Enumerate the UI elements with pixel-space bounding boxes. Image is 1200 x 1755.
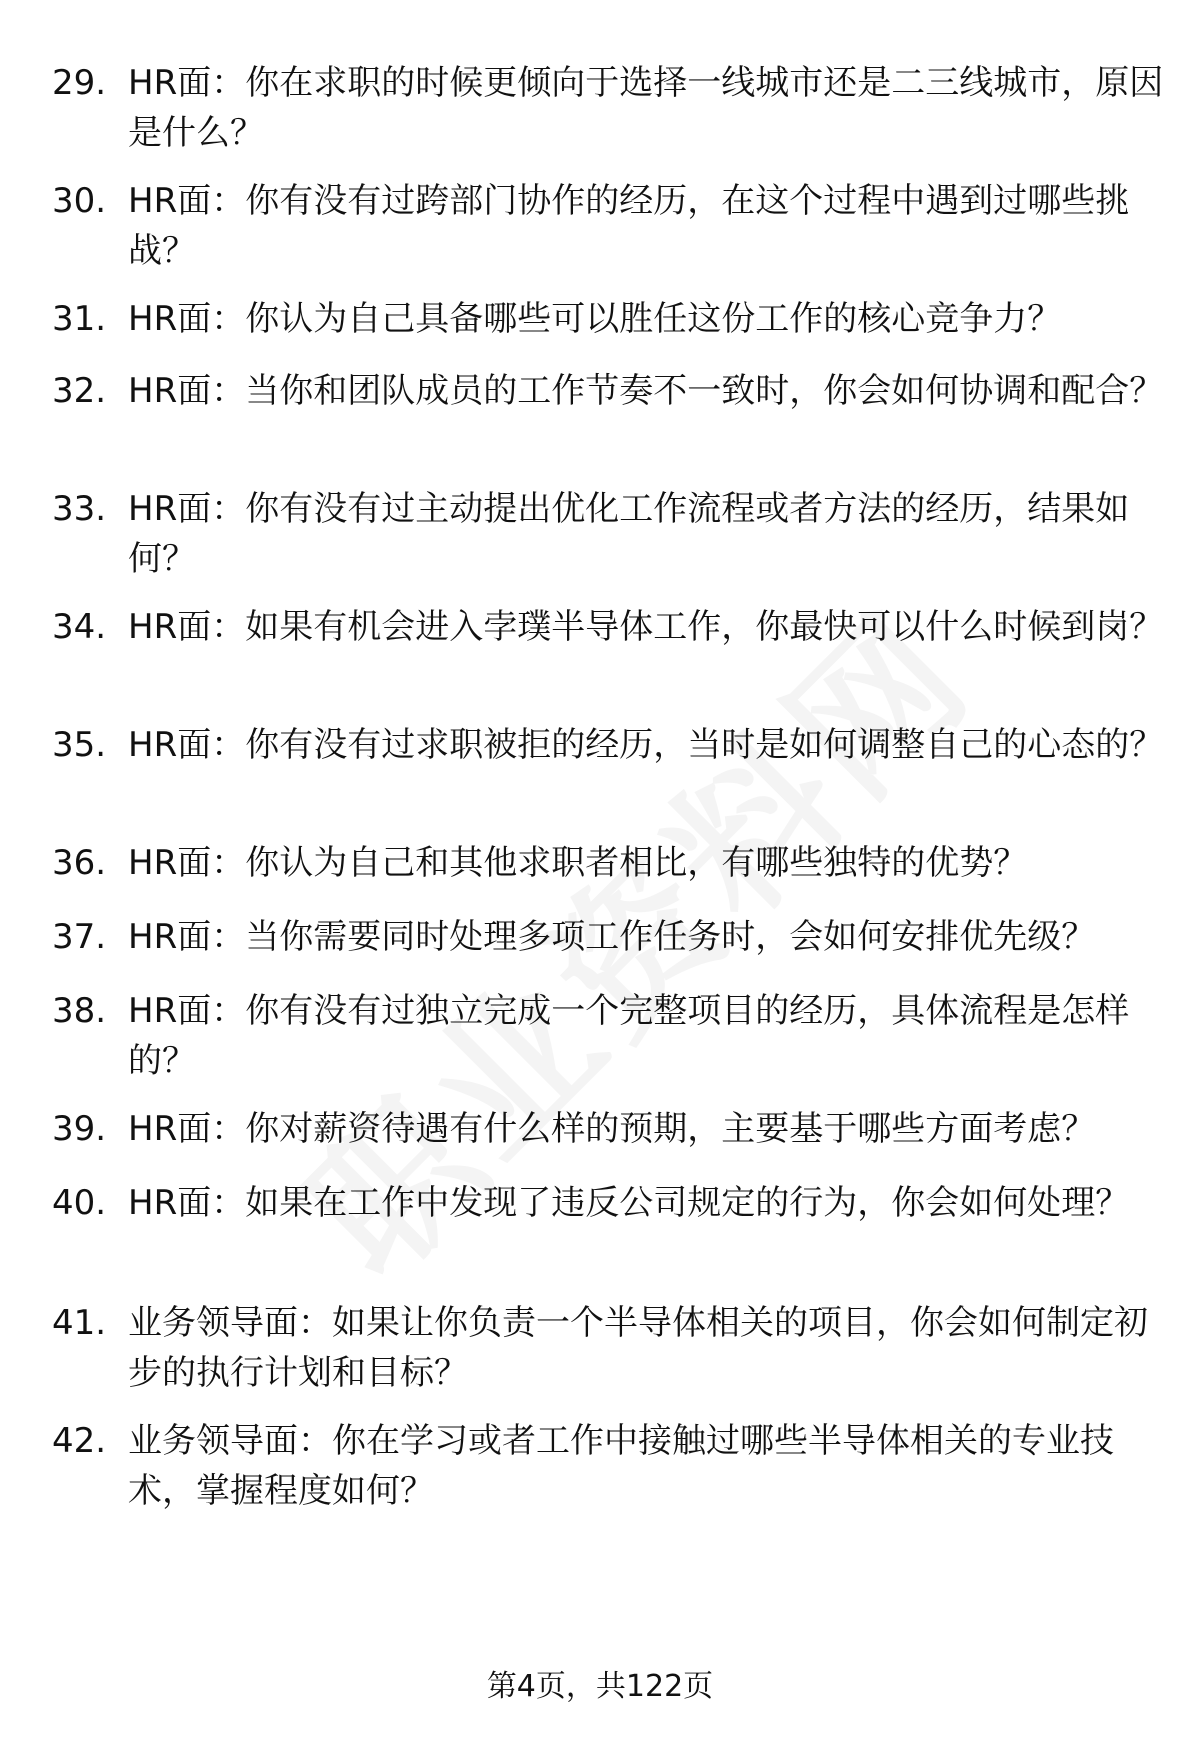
- question-number: 35.: [52, 725, 107, 765]
- question-number: 31.: [52, 299, 107, 339]
- question-number: 30.: [52, 181, 107, 221]
- page-footer: 第4页，共122页: [486, 1669, 714, 1704]
- question-text: HR面：如果在工作中发现了违反公司规定的行为，你会如何处理？: [128, 1183, 1130, 1223]
- question-number: 39.: [52, 1109, 107, 1149]
- question-text: HR面：你有没有过跨部门协作的经历，在这个过程中遇到过哪些挑战？: [128, 181, 1130, 271]
- question-text: HR面：你认为自己和其他求职者相比，有哪些独特的优势？: [128, 843, 1028, 883]
- question-number: 41.: [52, 1303, 107, 1343]
- question-text: 业务领导面：你在学习或者工作中接触过哪些半导体相关的专业技术，掌握程度如何？: [128, 1421, 1114, 1511]
- question-number: 29.: [52, 63, 107, 103]
- question-number: 38.: [52, 991, 107, 1031]
- question-text: HR面：如果有机会进入孛璞半导体工作，你最快可以什么时候到岗？: [128, 607, 1164, 647]
- question-text: HR面：你有没有过主动提出优化工作流程或者方法的经历，结果如何？: [128, 489, 1130, 579]
- question-text: HR面：你有没有过独立完成一个完整项目的经历，具体流程是怎样的？: [128, 991, 1130, 1081]
- question-number: 37.: [52, 917, 107, 957]
- question-number: 42.: [52, 1421, 107, 1461]
- question-number: 33.: [52, 489, 107, 529]
- question-text: HR面：你有没有过求职被拒的经历，当时是如何调整自己的心态的？: [128, 725, 1164, 765]
- question-text: 业务领导面：如果让你负责一个半导体相关的项目，你会如何制定初步的执行计划和目标？: [128, 1303, 1148, 1393]
- question-number: 36.: [52, 843, 107, 883]
- question-text: HR面：当你需要同时处理多项工作任务时，会如何安排优先级？: [128, 917, 1096, 957]
- question-number: 32.: [52, 371, 107, 411]
- question-text: HR面：当你和团队成员的工作节奏不一致时，你会如何协调和配合？: [128, 371, 1164, 411]
- question-number: 40.: [52, 1183, 107, 1223]
- question-number: 34.: [52, 607, 107, 647]
- question-text: HR面：你认为自己具备哪些可以胜任这份工作的核心竞争力？: [128, 299, 1062, 339]
- question-text: HR面：你在求职的时候更倾向于选择一线城市还是二三线城市，原因是什么？: [128, 63, 1164, 153]
- question-text: HR面：你对薪资待遇有什么样的预期，主要基于哪些方面考虑？: [128, 1109, 1096, 1149]
